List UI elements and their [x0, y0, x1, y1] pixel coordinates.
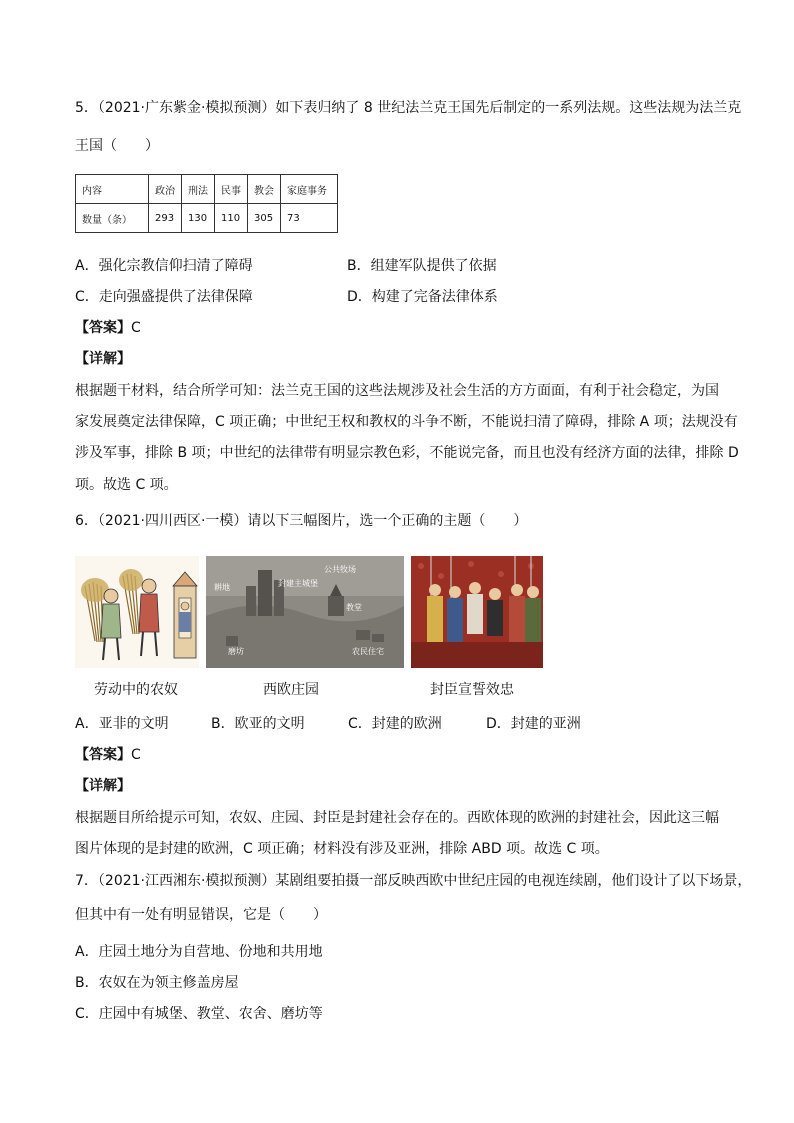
- table-cell: 家庭事务: [281, 175, 338, 204]
- table-cell: 民事: [215, 175, 248, 204]
- q6-detail-line: 图片体现的是封建的欧洲，C 项正确；材料没有涉及亚洲，排除 ABD 项。故选 C 项。: [75, 841, 609, 857]
- q5-detail-line: 家发展奠定法律保障，C 项正确；中世纪王权和教权的斗争不断，不能说扫清了障碍，排除 A 项；法规没有: [75, 414, 738, 430]
- q5-option-c: C．走向强盛提供了法律保障: [75, 289, 253, 305]
- table-cell: 政治: [149, 175, 182, 204]
- caption-manor: 西欧庄园: [263, 682, 319, 698]
- table-cell: 数量（条）: [76, 204, 149, 233]
- q5-detail-line: 项。故选 C 项。: [75, 477, 178, 493]
- answer-value: C: [131, 320, 141, 336]
- q6-option-c: C．封建的欧洲: [348, 716, 442, 732]
- q6-option-a: A．亚非的文明: [75, 716, 169, 732]
- label-church: 教堂: [346, 603, 362, 612]
- q5-detail-label: 【详解】: [75, 351, 131, 367]
- q6-answer: [75, 745, 141, 765]
- label-castle: 封建主城堡: [278, 579, 318, 588]
- q5-stem-line1: 5．（2021·广东紫金·模拟预测）如下表归纳了 8 世纪法兰克王国先后制定的一系列法规。这些法规为法兰克: [75, 100, 742, 116]
- table-cell: 293: [149, 204, 182, 233]
- q5-answer: [75, 318, 141, 338]
- table-cell: 刑法: [182, 175, 215, 204]
- table-row: [76, 204, 338, 233]
- label-field: 耕地: [214, 583, 230, 592]
- q6-stem: 6．（2021·四川西区·一模）请以下三幅图片，选一个正确的主题（ ）: [75, 513, 528, 529]
- answer-label: 【答案】: [75, 747, 131, 763]
- table-cell: 内容: [76, 175, 149, 204]
- q6-option-b: B．欧亚的文明: [211, 716, 305, 732]
- manor-diagram-photo: [206, 556, 404, 668]
- table-cell: 教会: [248, 175, 281, 204]
- table-header-row: [76, 175, 338, 204]
- table-cell: 110: [215, 204, 248, 233]
- caption-serfs: 劳动中的农奴: [94, 682, 178, 698]
- label-mill: 磨坊: [228, 647, 244, 656]
- q5-stem-line2: 王国（ ）: [75, 138, 159, 154]
- q7-option-a: A．庄园土地分为自营地、份地和共用地: [75, 944, 323, 960]
- table-cell: 73: [281, 204, 338, 233]
- q6-option-d: D．封建的亚洲: [486, 716, 581, 732]
- table-cell: 130: [182, 204, 215, 233]
- q7-stem-line2: 但其中有一处有明显错误，它是（ ）: [75, 907, 327, 923]
- q6-detail-label: 【详解】: [75, 778, 131, 794]
- q5-option-a: A．强化宗教信仰扫清了障碍: [75, 258, 253, 274]
- label-pasture: 公共牧场: [324, 565, 356, 574]
- q5-option-d: D．构建了完备法律体系: [347, 289, 498, 305]
- caption-vassal: 封臣宣誓效忠: [430, 682, 514, 698]
- q7-option-b: B．农奴在为领主修盖房屋: [75, 975, 239, 991]
- answer-label: 【答案】: [75, 320, 131, 336]
- q5-option-b: B．组建军队提供了依据: [347, 258, 497, 274]
- answer-value: C: [131, 747, 141, 763]
- table-cell: 305: [248, 204, 281, 233]
- q7-option-c: C．庄园中有城堡、教堂、农舍、磨坊等: [75, 1006, 323, 1022]
- q5-detail-line: 涉及军事，排除 B 项；中世纪的法律带有明显宗教色彩，不能说完备，而且也没有经济方面的法律，排除 D: [75, 445, 739, 461]
- vassal-oath-painting: [411, 556, 543, 668]
- q5-law-table: [75, 174, 338, 233]
- q7-stem-line1: 7．（2021·江西湘东·模拟预测）某剧组要拍摄一部反映西欧中世纪庄园的电视连续剧，他们设计了以下场景，: [75, 873, 752, 889]
- serfs-working-illustration: [75, 556, 199, 668]
- q5-detail-line: 根据题干材料，结合所学可知：法兰克王国的这些法规涉及社会生活的方方面面，有利于社会稳定，为国: [75, 383, 719, 399]
- q6-detail-line: 根据题目所给提示可知，农奴、庄园、封臣是封建社会存在的。西欧体现的欧洲的封建社会，因此这三幅: [75, 810, 719, 826]
- label-houses: 农民住宅: [352, 647, 384, 656]
